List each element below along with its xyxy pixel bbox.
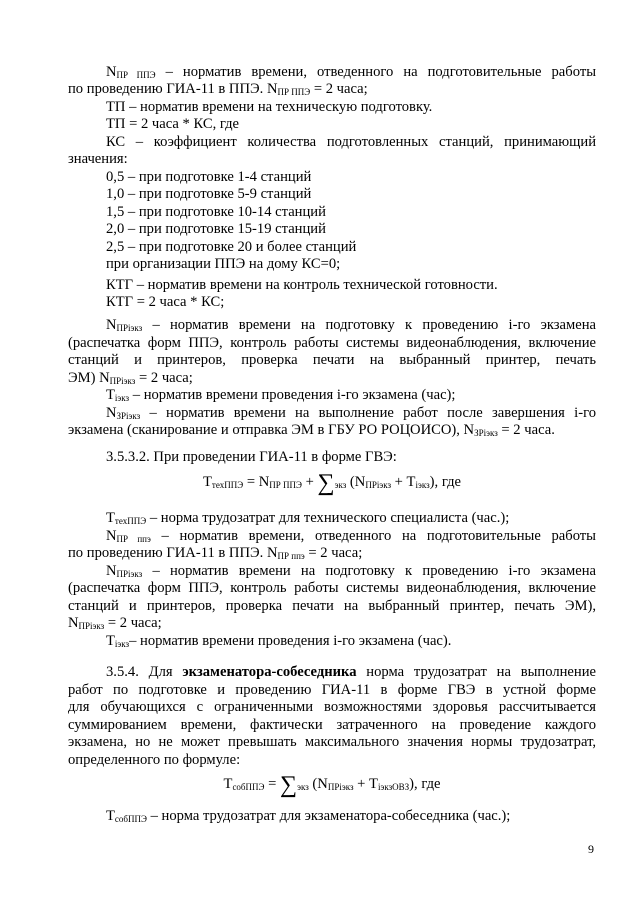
text-line: ТП – норматив времени на техническую подготовку. xyxy=(106,99,433,115)
text-line: (распечатка форм ППЭ, контроль работы системы видеонаблюдения, включение xyxy=(68,580,596,596)
text-line: $N_{ПРiэкз} = 2$ часа; xyxy=(68,615,162,631)
coefficient-item: 1,0 – при подготовке 5-9 станций xyxy=(106,186,312,202)
sum-symbol: ∑ xyxy=(317,470,335,496)
text-line: $N_{ПРiэкз}$ – норматив времени на подготовку к проведению i-го экзамена xyxy=(106,317,596,333)
section-heading: 3.5.3.2. При проведении ГИА-11 в форме ГВЭ: xyxy=(106,449,397,465)
text-line: КТГ – норматив времени на контроль технической готовности. xyxy=(106,277,498,293)
text-line: станций и принтеров, проверка печати на выбранный принтер, печать xyxy=(68,352,596,368)
text-line: суммированием времени, фактически затраченного на проведение каждого xyxy=(68,717,596,733)
text-line: 3.5.4. Для экзаменатора-собеседника норма трудозатрат на выполнение xyxy=(106,664,596,680)
page-number: 9 xyxy=(588,842,594,856)
text-line: по проведению ГИА-11 в ППЭ. $N_{ПР ппэ} = 2$ часа; xyxy=(68,545,363,561)
text-line: ТП = 2 часа * КС, где xyxy=(106,116,240,132)
text-line: ЭМ) $N_{ПРiэкз} = 2$ часа; xyxy=(68,370,193,386)
text-line: экзамена, но не может превышать максимального значения нормы трудозатрат, xyxy=(68,734,596,750)
text-line: КС – коэффициент количества подготовленных станций, принимающий xyxy=(106,134,596,150)
text-line: определенного по формуле: xyxy=(68,752,241,768)
text-line: для обучающихся с ограниченными возможностями здоровья рассчитывается xyxy=(68,699,596,715)
text-line: КТГ = 2 часа * КС; xyxy=(106,294,225,310)
text-line: $N_{ПР ППЭ}$ – норматив времени, отведенного на подготовительные работы xyxy=(106,64,596,80)
text-line: $N_{ЗРiэкз}$ – норматив времени на выполнение работ после завершения i-го xyxy=(106,405,596,421)
text-line: станций и принтеров, проверка печати на выбранный принтер, печать ЭМ), xyxy=(68,598,596,614)
bold-term: экзаменатора-собеседника xyxy=(182,664,357,680)
text-line: по проведению ГИА-11 в ППЭ. $N_{ПР ППЭ} = 2$ часа; xyxy=(68,81,368,97)
text-line: (распечатка форм ППЭ, контроль работы системы видеонаблюдения, включение xyxy=(68,335,596,351)
text-line: $T_{iэкз}-$ норматив времени проведения i-го экзамена (час). xyxy=(106,633,452,649)
formula-teh: $T_{техППЭ} = N_{ПР ППЭ} + \sum_{экз}$ $(N_{ПРiэкз} + T_{iэкз})$, где xyxy=(203,470,461,496)
coefficient-item: 2,0 – при подготовке 15-19 станций xyxy=(106,221,326,237)
formula-sob: $T_{собППЭ} = \sum_{экз}$ $(N_{ПРiэкз} + T_{iэкзОВЗ})$, где xyxy=(223,772,441,798)
coefficient-item: при организации ППЭ на дому КС=0; xyxy=(106,256,341,272)
sum-symbol: ∑ xyxy=(279,772,298,798)
text-line: $T_{iэкз}$ – норматив времени проведения i-го экзамена (час); xyxy=(106,387,456,403)
coefficient-item: 1,5 – при подготовке 10-14 станций xyxy=(106,204,326,220)
coefficient-item: 0,5 – при подготовке 1-4 станций xyxy=(106,169,312,185)
text-line: $T_{собППЭ}$ – норма трудозатрат для экзаменатора-собеседника (час.); xyxy=(106,808,511,824)
text-line: значения: xyxy=(68,151,128,167)
coefficient-item: 2,5 – при подготовке 20 и более станций xyxy=(106,239,357,255)
text-line: экзамена (сканирование и отправка ЭМ в ГБУ РО РОЦОИСО), $N_{ЗРiэкз} = 2$ часа. xyxy=(68,422,555,438)
text-line: $N_{ПР ппэ}$ – норматив времени, отведенного на подготовительные работы xyxy=(106,528,596,544)
text-line: $N_{ПРiэкз}$ – норматив времени на подготовку к проведению i-го экзамена xyxy=(106,563,596,579)
text-line: работ по подготовке и проведению ГИА-11 в форме ГВЭ в устной форме xyxy=(68,682,596,698)
text-line: $T_{техППЭ}$ – норма трудозатрат для технического специалиста (час.); xyxy=(106,510,510,526)
